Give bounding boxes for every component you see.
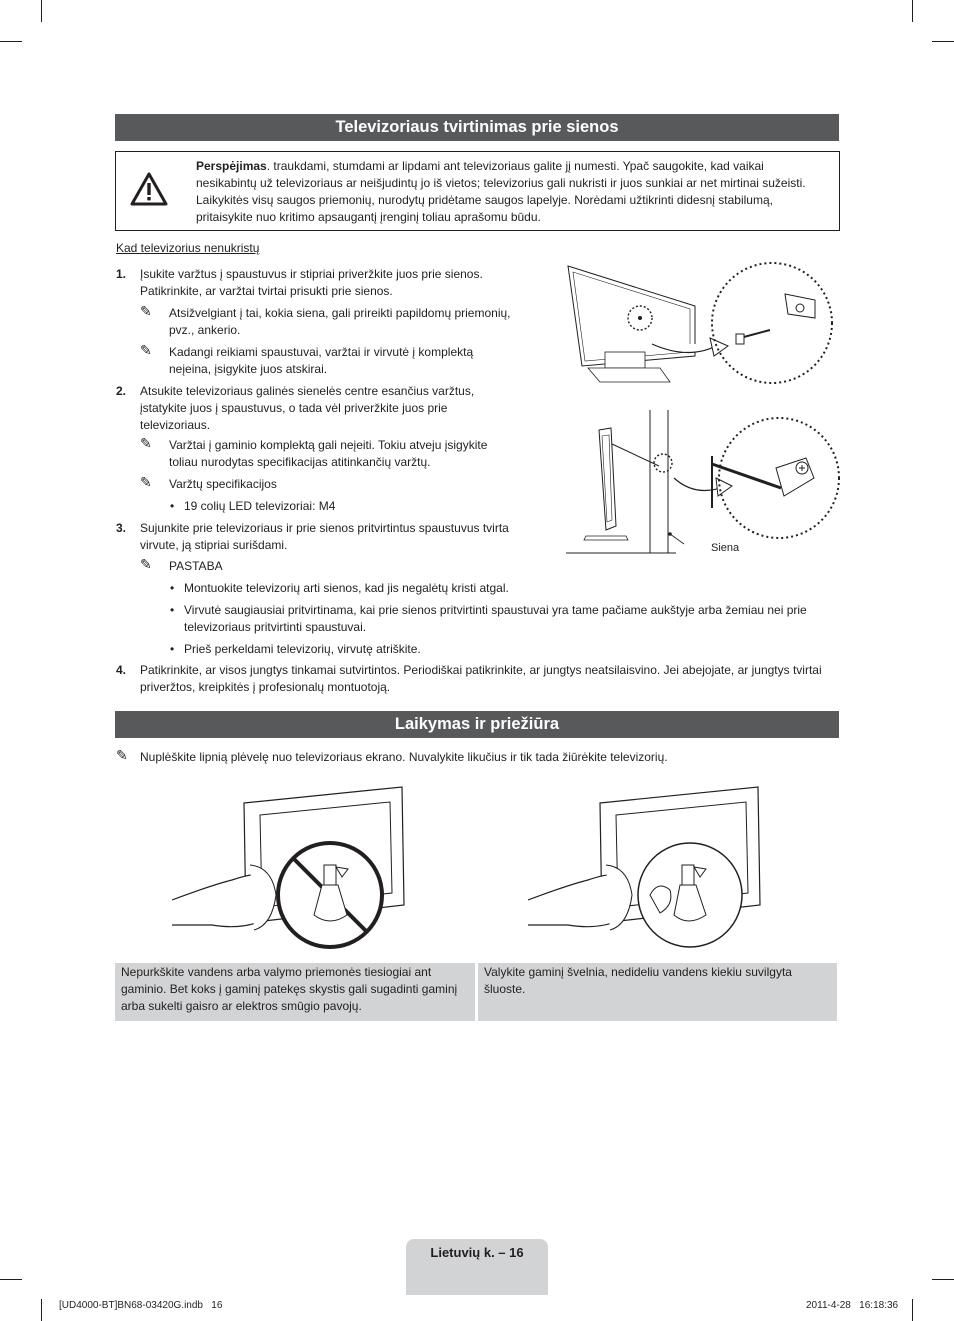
step1-note2: Kadangi reikiami spaustuvai, varžtai ir virvutė į komplektą neįeina, įsigykite juos atskirai. bbox=[169, 345, 474, 376]
file-slug: [UD4000-BT]BN68-03420G.indb 16 bbox=[59, 1300, 223, 1311]
tv-wall-rope-illustration bbox=[566, 408, 841, 556]
bullet-dot: • bbox=[170, 642, 175, 656]
note-label: PASTABA bbox=[169, 559, 223, 573]
section-title-care: Laikymas ir priežiūra bbox=[115, 711, 839, 738]
step2-note1: Varžtai į gaminio komplektą gali neįeiti. Tokiu atveju įsigykite toliau nurodytas specifikacijas atitinkančių varžtų. bbox=[169, 438, 488, 469]
step2-note2: Varžtų specifikacijos bbox=[169, 477, 277, 491]
step3-text: Sujunkite prie televizoriaus ir prie sienos pritvirtintus spaustuvus tvirta virvute, ją stipriai surišdami. bbox=[140, 521, 509, 552]
section-title-wall-mount: Televizoriaus tvirtinimas prie sienos bbox=[115, 114, 839, 141]
tv-back-bracket-illustration bbox=[560, 256, 840, 396]
page-number-tab bbox=[406, 1239, 548, 1295]
care-note: Nuplėškite lipnią plėvelę nuo televizoriaus ekrano. Nuvalykite likučius ir tik tada žiūrėkite televizorių. bbox=[140, 750, 668, 764]
step1-text: Įsukite varžtus į spaustuvus ir stipriai priveržkite juos prie sienos. Patikrinkite, ar varžtai tvirtai prisukti prie sienos. bbox=[140, 267, 483, 298]
soft-cloth-illustration bbox=[528, 785, 768, 950]
note-bullet-1: Montuokite televizorių arti sienos, kad jis negalėtų kristi atgal. bbox=[184, 581, 509, 595]
step1-note1: Atsižvelgiant į tai, kokia siena, gali prireikti papildomų priemonių, pvz., ankerio. bbox=[169, 306, 511, 337]
bullet-dot: • bbox=[170, 499, 175, 513]
warning-triangle-icon bbox=[130, 172, 168, 206]
wall-label: Siena bbox=[711, 542, 740, 554]
pencil-note-icon: ✎ bbox=[140, 303, 152, 319]
caption-no-spray: Nepurkškite vandens arba valymo priemonės tiesiogiai ant gaminio. Bet koks į gaminį patekęs skystis gali sugadinti gaminį arba sukelti gaisro ar elektros smūgio pavojų. bbox=[115, 963, 475, 1021]
step2-text: Atsukite televizoriaus galinės sienelės centre esančius varžtus, įstatykite juos į spaustuvus, o tada vėl priveržkite juos prie televizoriaus. bbox=[140, 384, 475, 432]
bullet-dot: • bbox=[170, 581, 175, 595]
step2-bullet: 19 colių LED televizoriai: M4 bbox=[184, 499, 336, 513]
step-number: 1. bbox=[116, 267, 127, 281]
step-number: 3. bbox=[116, 521, 127, 535]
subheading-prevent-falling: Kad televizorius nenukristų bbox=[116, 241, 260, 255]
warning-body: . traukdami, stumdami ar lipdami ant televizoriaus galite jį numesti. Ypač saugokite, kad vaikai nesikabintų už televizoriaus ar neišjudintų jo iš vietos; televizorius gali nukristi ir juos sunkiai ar net mirtinai sužeisti. Laikykitės visų saugos priemonių, nurodytų pridėtame saugos lapelyje. Norėdami užtikrinti didesnį stabilumą, pritaisykite nuo kritimo apsaugantį įrenginį toliau aprašomu būdu. bbox=[196, 159, 806, 224]
note-bullet-3: Prieš perkeldami televizorių, virvutę atriškite. bbox=[184, 642, 421, 656]
crop-mark bbox=[932, 1279, 954, 1280]
note-bullet-2: Virvutė saugiausiai pritvirtinama, kai prie sienos pritvirtinti spaustuvai yra tame pačiame aukštyje arba žemiau nei prie televizoriaus pritvirtinti spaustuvai. bbox=[184, 603, 807, 634]
warning-text bbox=[196, 158, 826, 226]
warning-box bbox=[115, 151, 840, 231]
warning-label: Perspėjimas bbox=[196, 159, 267, 173]
crop-mark bbox=[912, 0, 913, 22]
no-spray-illustration bbox=[172, 785, 412, 950]
step4-text: Patikrinkite, ar visos jungtys tinkamai sutvirtintos. Periodiškai patikrinkite, ar jungtys neatsilaisvino. Jei abejojate, ar jungtys tvirtai priveržtos, kreipkitės į profesionalų montuotoją. bbox=[140, 663, 822, 694]
pencil-note-icon: ✎ bbox=[140, 474, 152, 490]
crop-mark bbox=[932, 41, 954, 42]
pencil-note-icon: ✎ bbox=[140, 435, 152, 451]
step-number: 4. bbox=[116, 663, 127, 677]
bullet-dot: • bbox=[170, 603, 175, 617]
pencil-note-icon: ✎ bbox=[140, 556, 152, 572]
crop-mark bbox=[41, 1299, 42, 1321]
pencil-note-icon: ✎ bbox=[116, 747, 128, 763]
page-number: Lietuvių k. – 16 bbox=[430, 1245, 524, 1260]
step-number: 2. bbox=[116, 384, 127, 398]
crop-mark bbox=[912, 1299, 913, 1321]
pencil-note-icon: ✎ bbox=[140, 342, 152, 358]
crop-mark bbox=[0, 41, 22, 42]
crop-mark bbox=[41, 0, 42, 22]
date-slug: 2011-4-28 16:18:36 bbox=[806, 1300, 899, 1311]
crop-mark bbox=[0, 1279, 22, 1280]
caption-soft-cloth: Valykite gaminį švelnia, nedideliu vandens kiekiu suvilgyta šluoste. bbox=[478, 963, 837, 1021]
